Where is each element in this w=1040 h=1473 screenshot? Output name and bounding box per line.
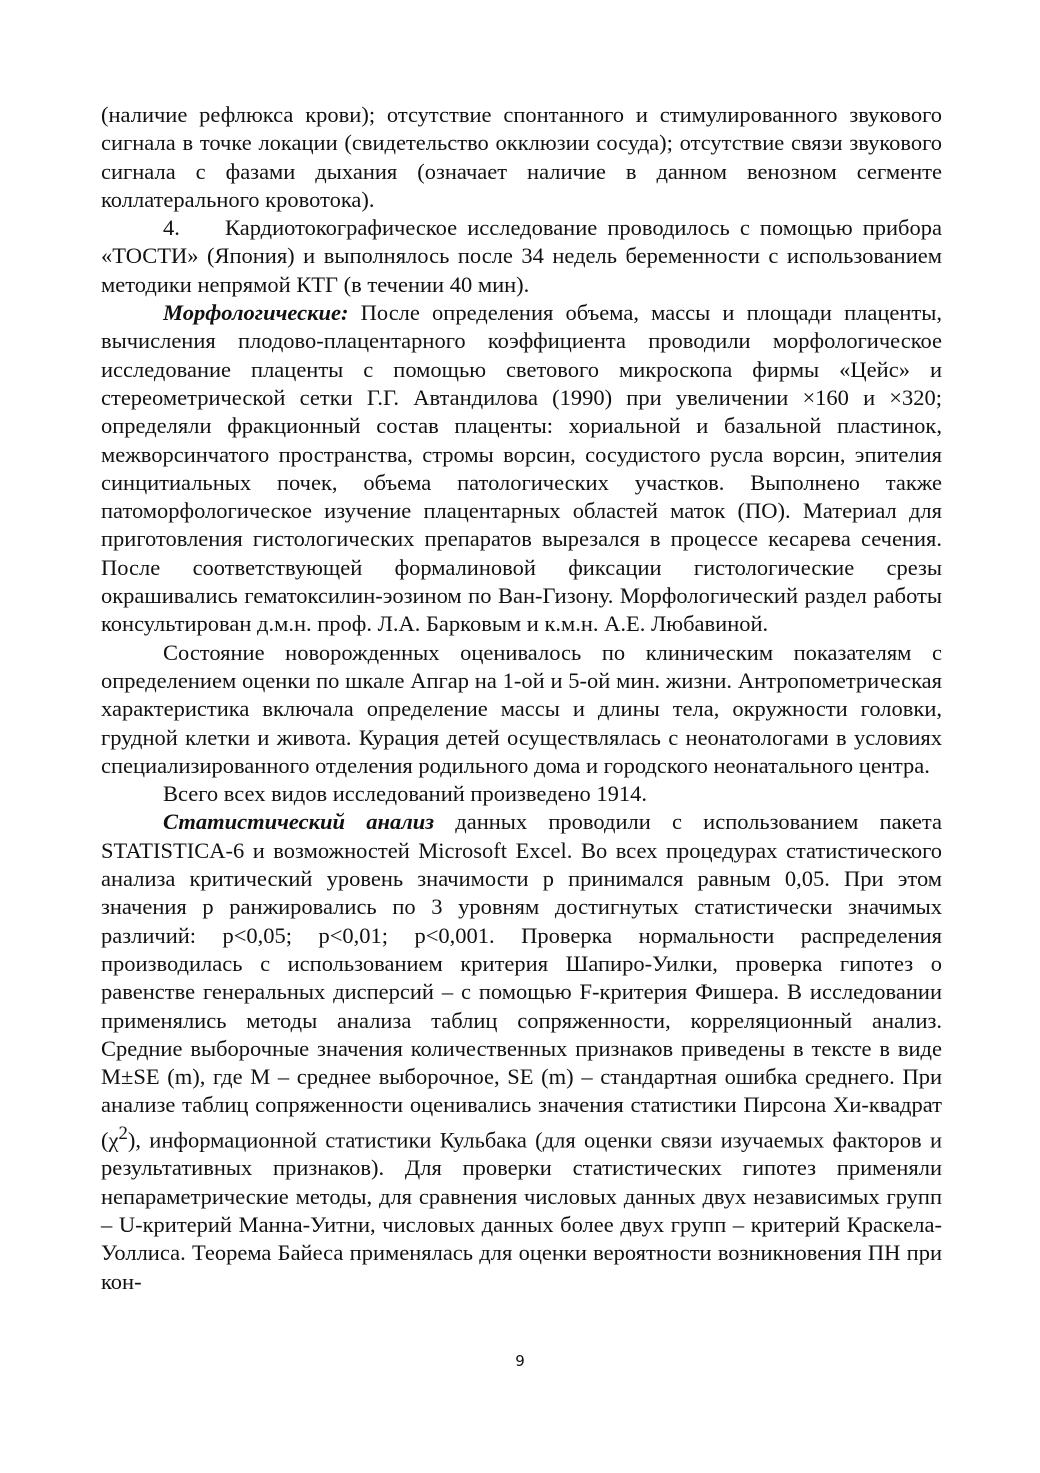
list-item-4 — [101, 214, 942, 299]
page-number: 9 — [515, 1352, 525, 1370]
paragraph-morphological — [101, 299, 942, 639]
paragraph-morphological-text: После определения объема, массы и площади плаценты, вычисления плодово-плацентарного коэффициента проводили морфологическое исследование плаценты с помощью светового микроскопа фирмы «Цейс» и стереометрической сетки Г.Г. Автандилова (1990) при увеличении ×160 и ×320; определяли фракционный состав плаценты: хориальной и базальной пластинок, межворсинчатого пространства, стромы ворсин, сосудистого русла ворсин, эпителия синцитиальных почек, объема патологических участков. Выполнено также патоморфологическое изучение плацентарных областей маток (ПО). Материал для приготовления гистологических препаратов вырезался в процессе кесарева сечения. После соответствующей формалиновой фиксации гистологические срезы окрашивались гематоксилин-эозином по Ван-Гизону. Морфологический раздел работы консультирован д.м.н. проф. Л.А. Барковым и к.м.н. А.Е. Любавиной. — [101, 300, 942, 637]
list-item-text: Кардиотокографическое исследование проводилось с помощью прибора «ТОСТИ» (Япония) и выполнялось после 34 недель беременности с использованием методики непрямой КТГ (в течении 40 мин). — [101, 215, 942, 297]
paragraph-statistics-text-part1: данных проводили с использованием пакета STATISTICA-6 и возможностей Microsoft Excel. Во всех процедурах статистического анализа критический уровень значимости p принимался равным 0,05. При этом значения p ранжировались по 3 уровням достигнутых статистически значимых различий: p<0,05; p<0,01; p<0,001. Проверка нормальности распределения производилась с использованием критерия Шапиро-Уилки, проверка гипотез о равенстве генеральных дисперсий – с помощью F-критерия Фишера. В исследовании применялись методы анализа таблиц сопряженности, корреляционный анализ. Средние выборочные значения количественных признаков приведены в тексте в виде M±SE (m), где M – среднее выборочное, SE (m) – стандартная ошибка среднего. При анализе таблиц сопряженности оценивались значения статистики Пирсона Хи-квадрат (χ — [101, 809, 943, 1153]
paragraph-statistics — [101, 808, 942, 1296]
paragraph-statistics-text-part2: ), информационной статистики Кульбака (для оценки связи изучаемых факторов и результативных признаков). Для проверки статистических гипотез применяли непараметрические методы, для сравнения числовых данных двух независимых групп – U-критерий Манна-Уитни, числовых данных более двух групп – критерий Краскела-Уоллиса. Теорема Байеса применялась для оценки вероятности возникновения ПН при кон- — [101, 1127, 942, 1294]
paragraph-total-studies: Всего всех видов исследований произведено 1914. — [163, 781, 648, 807]
section-heading-statistics: Статистический анализ — [163, 809, 435, 835]
list-item-number: 4. — [163, 215, 180, 241]
document-page — [101, 101, 942, 1296]
paragraph-reflux: (наличие рефлюкса крови); отсутствие спонтанного и стимулированного звукового сигнала в точке локации (свидетельство окклюзии сосуда); отсутствие связи звукового сигнала с фазами дыхания (означает наличие в данном венозном сегменте коллатерального кровотока). — [101, 102, 942, 212]
paragraph-newborns: Состояние новорожденных оценивалось по клиническим показателям с определением оценки по шкале Апгар на 1-ой и 5-ой мин. жизни. Антропометрическая характеристика включала определение массы и длины тела, окружности головки, грудной клетки и живота. Курация детей осуществлялась с неонатологами в условиях специализированного отделения родильного дома и городского неонатального центра. — [101, 639, 942, 778]
section-heading-morphological: Морфологические: — [163, 300, 349, 326]
superscript-two: 2 — [118, 1122, 128, 1144]
